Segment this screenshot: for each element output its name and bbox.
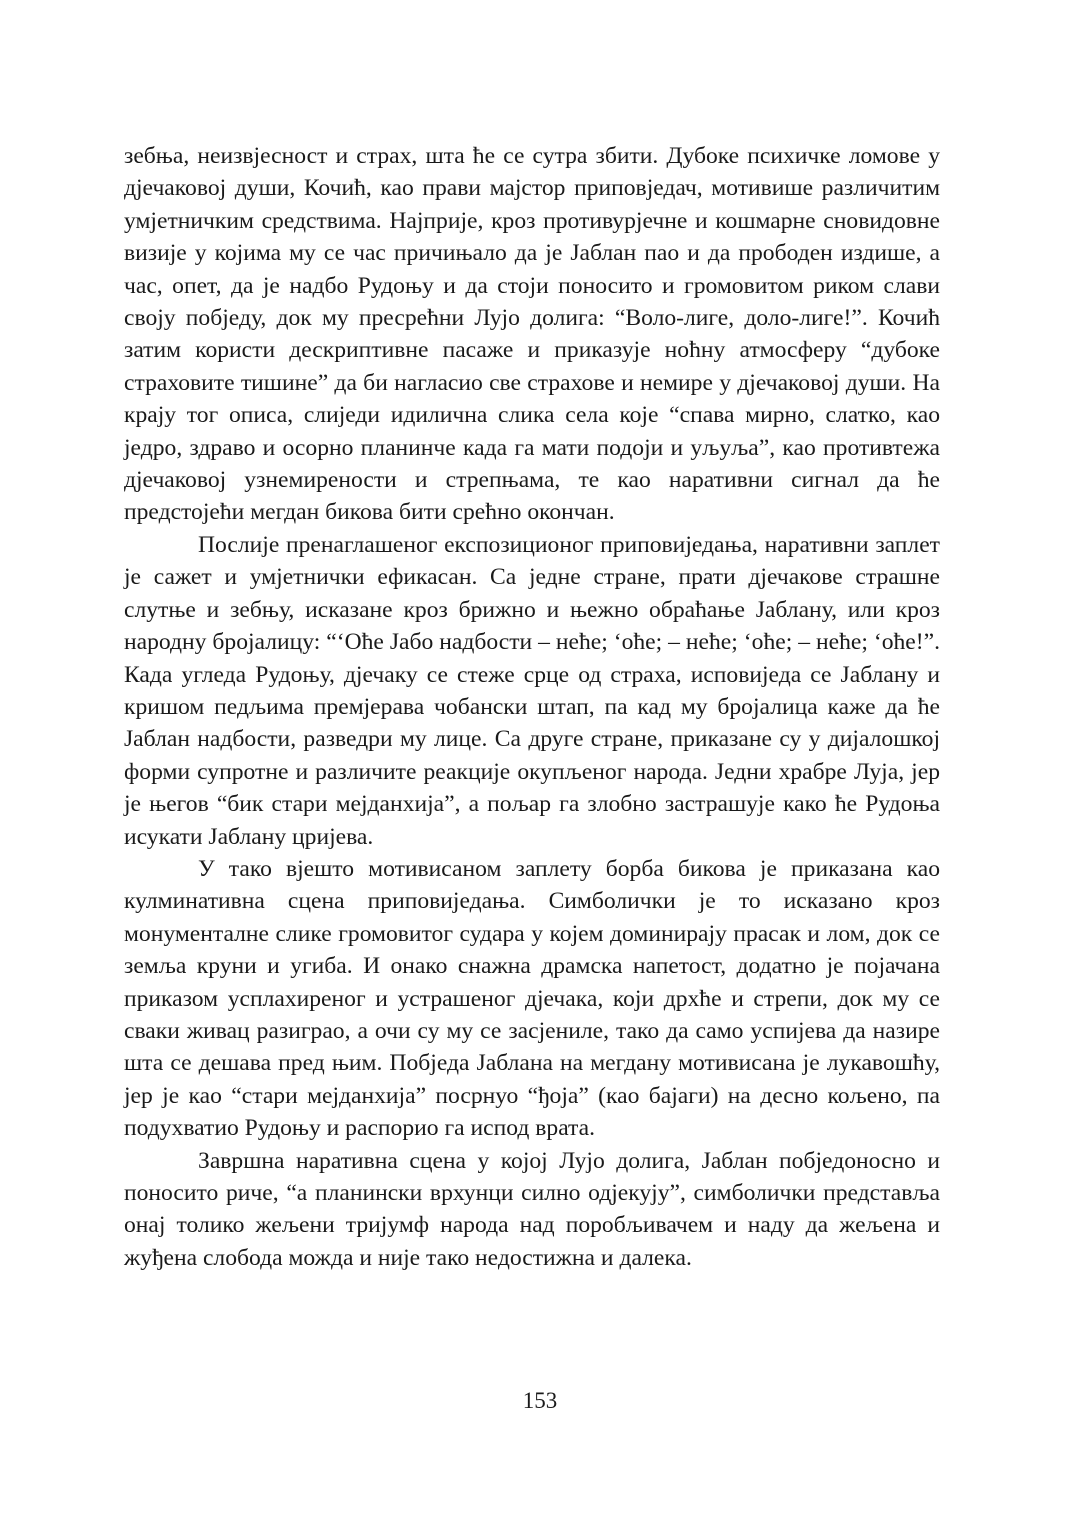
body-text (124, 140, 940, 1274)
paragraph-2: Послије пренаглашеног експозиционог приповиједања, наративни заплет је сажет и умјетнички ефикасан. Са једне стране, прати дјечакове страшне слутње и зебњу, исказане кроз брижно и њежно обраћање Јаблану, или кроз народну бројалицу: “‘Оће Јабо надбости – неће; ‘оће; – неће; ‘оће; – неће; ‘оће!”. Када угледа Рудоњу, дјечаку се стеже срце од страха, исповиједа се Јаблану и кришом педљима премјерава чобански штап, па кад му бројалица каже да ће Јаблан надбости, разведри му лице. Са друге стране, приказане су у дијалошкој форми супротне и различите реакције окупљеног народа. Једни храбре Луја, јер је његов “бик стари мејданхија”, а пољар га злобно застрашује како ће Рудоња исукати Јаблану цријева. (124, 531, 940, 850)
paragraph-3: У тако вјешто мотивисаном заплету борба бикова је приказана као кулминативна сцена приповиједања. Симболички је то исказано кроз монументалне слике громовитог судара у којем доминирају прасак и лом, док се земља круни и угиба. И онако снажна драмска напетост, додатно је појачана приказом усплахиреног и устрашеног дјечака, који дрхће и стрепи, док му се сваки живац разиграо, а очи су му се засјениле, тако да само успијева да назире шта се дешава пред њим. Побједа Јаблана на мегдану мотивисана је лукавошћу, јер је као “стари мејданхија” посрнуо “ђоја” (као бајаги) на десно кољено, па подухватио Рудоњу и распорио га испод врата. (124, 855, 940, 1142)
paragraph-1: зебња, неизвјесност и страх, шта ће се сутра збити. Дубоке психичке ломове у дјечаковој души, Кочић, као прави мајстор приповједач, мотивише различитим умјетничким средствима. Најприје, кроз противурјечне и кошмарне сновидовне визије у којима му се час причињало да је Јаблан пао и да прободен издише, а час, опет, да је надбо Рудоњу и да стоји поносито и громовитом риком слави своју побједу, док му пресрећни Лујо долига: “Воло-лиге, доло-лиге!”. Кочић затим користи дескриптивне пасаже и приказује ноћну атмосферу “дубоке страховите тишине” да би нагласио све страхове и немире у дјечаковој души. На крају тог описа, слиједи идилична слика села које “спава мирно, слатко, као једро, здраво и осорно планинче када га мати подоји и уљуља”, као противтежа дјечаковој узнемирености и стрепњама, те као наративни сигнал да ће предстојећи мегдан бикова бити срећно окончан. (124, 143, 940, 526)
paragraph-4: Завршна наративна сцена у којој Лујо долига, Јаблан побједоносно и поносито риче, “а планински врхунци силно одјекују”, симболички представља онај толико жељени тријумф народа над поробљивачем и наду да жељена и жуђена слобода можда и није тако недостижна и далека. (124, 1147, 940, 1271)
page-number: 153 (522, 1388, 558, 1413)
